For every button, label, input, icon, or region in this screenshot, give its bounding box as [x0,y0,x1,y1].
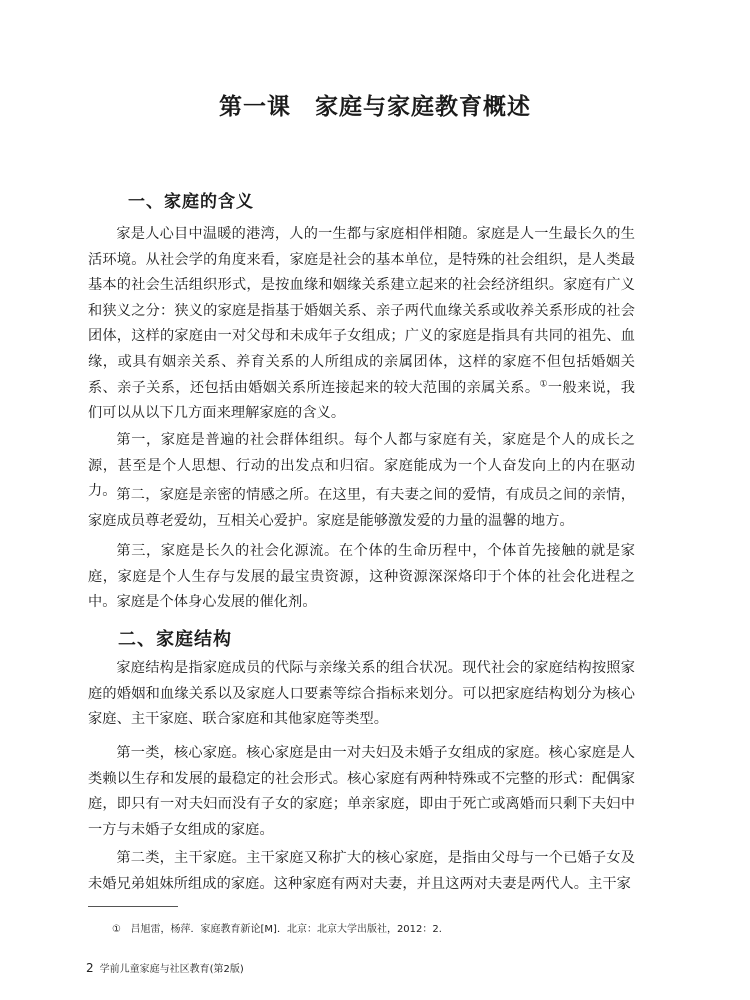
page-number: 2 [86,961,94,975]
paragraph: 第一，家庭是普遍的社会群体组织。每个人都与家庭有关，家庭是个人的成长之源，甚至是个人思想、行动的出发点和归宿。家庭能成为一个人奋发向上的内在驱动力。 [88,432,635,500]
paragraph: 第二，家庭是亲密的情感之所。在这里，有夫妻之间的爱情，有成员之间的亲情，家庭成员尊老爱幼，互相关心爱护。家庭是能够激发爱的力量的温馨的地方。 [88,487,635,529]
paragraph: 家庭结构是指家庭成员的代际与亲缘关系的组合状况。现代社会的家庭结构按照家庭的婚姻和血缘关系以及家庭人口要素等综合指标来划分。可以把家庭结构划分为核心家庭、主干家庭、联合家庭和其他家庭等类型。 [88,660,635,728]
paragraph-text: 家是人心目中温暖的港湾，人的一生都与家庭相伴相随。家庭是人一生最长久的生活环境。从社会学的角度来看，家庭是社会的基本单位，是特殊的社会组织，是人类最基本的社会生活组织形式，是按血缘和姻缘关系建立起来的社会经济组织。家庭有广义和狭义之分：狭义的家庭是指基于婚姻关系、亲子两代血缘关系或收养关系形成的社会团体，这样的家庭由一对父母和未成年子女组成；广义的家庭是指具有共同的祖先、血缘，或具有姻亲关系、养育关系的人所组成的亲属团体，这样的家庭不但包括婚姻关系、亲子关系，还包括由婚姻关系所连接起来的较大范围的亲属关系。 [88,226,635,396]
footnote-marker: ① [112,924,121,935]
section-heading-family-structure: 二、家庭结构 [118,629,232,650]
book-title: 学前儿童家庭与社区教育(第2版) [99,964,244,975]
paragraph: 第一类，核心家庭。核心家庭是由一对夫妇及未婚子女组成的家庭。核心家庭是人类赖以生存和发展的最稳定的社会形式。核心家庭有两种特殊或不完整的形式：配偶家庭，即只有一对夫妇而没有子女的家庭；单亲家庭，即由于死亡或离婚而只剩下夫妇中一方与未婚子女组成的家庭。 [88,745,635,838]
section-heading-family-meaning: 一、家庭的含义 [128,192,254,212]
footnote [112,920,442,935]
footnote-reference[interactable]: ① [539,378,548,389]
footnote-divider [88,906,178,907]
paragraph: 第二类，主干家庭。主干家庭又称扩大的核心家庭，是指由父母与一个已婚子女及未婚兄弟姐妹所组成的家庭。这种家庭有两对夫妻，并且这两对夫妻是两代人。主干家 [88,850,635,892]
page-footer [86,960,244,975]
paragraph [88,222,635,427]
paragraph: 第三，家庭是长久的社会化源流。在个体的生命历程中，个体首先接触的就是家庭，家庭是个人生存与发展的最宝贵资源，这种资源深深烙印于个体的社会化进程之中。家庭是个体身心发展的催化剂。 [88,543,635,611]
chapter-title: 第一课 家庭与家庭教育概述 [219,93,531,120]
footnote-text: 吕旭雷，杨萍．家庭教育新论[M]．北京：北京大学出版社，2012：2. [130,924,442,935]
paragraph-text: 一般来说，我们可以从以下几方面来理解家庭的含义。 [88,379,635,422]
